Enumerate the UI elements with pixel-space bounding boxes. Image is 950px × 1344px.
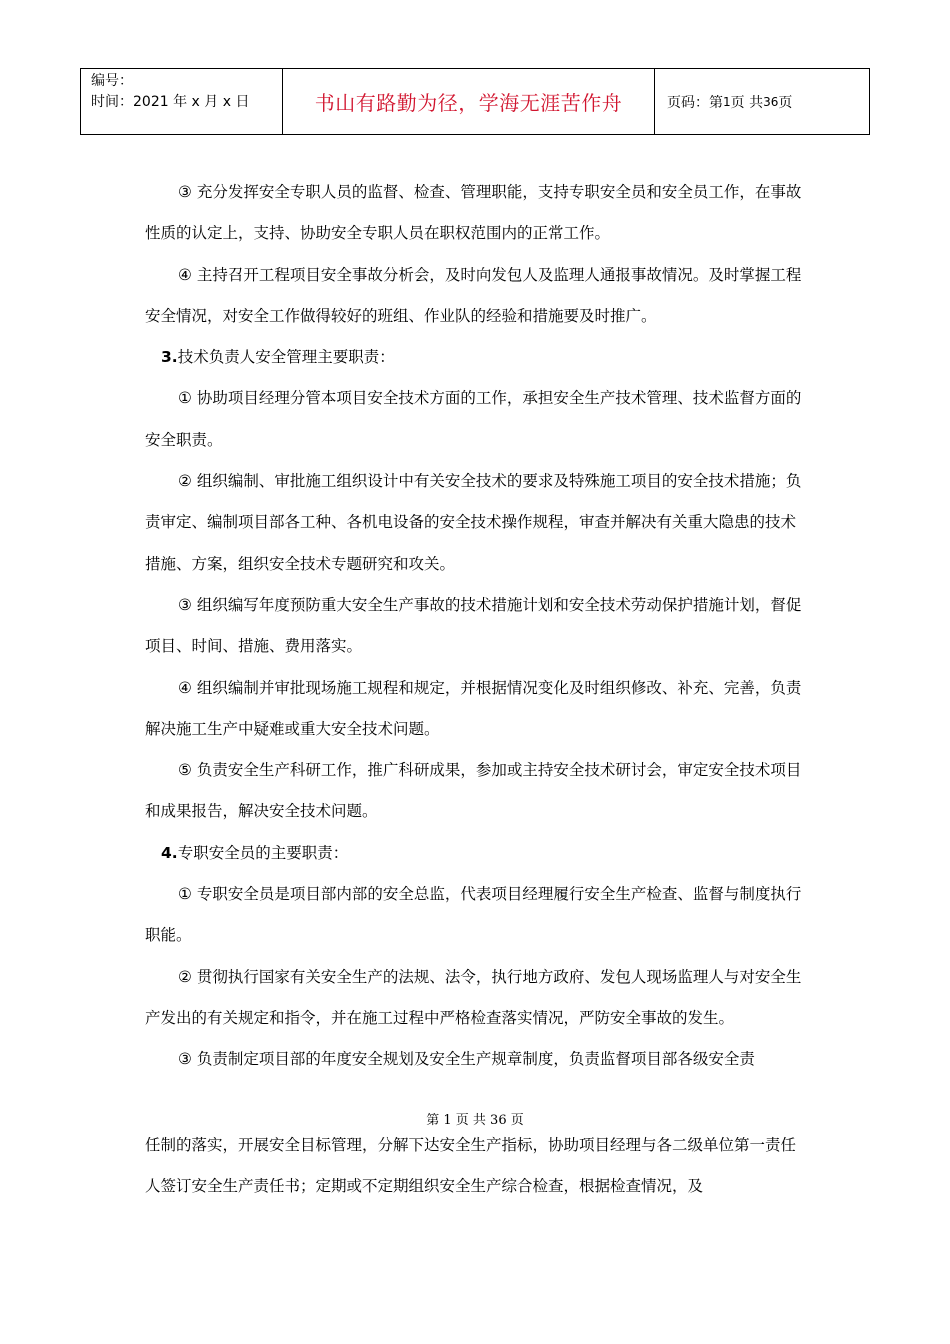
document-body bbox=[145, 172, 810, 1081]
heading-number: 4. bbox=[161, 843, 178, 862]
section-heading-4 bbox=[145, 833, 810, 874]
page-label-prefix: 页码：第 bbox=[667, 94, 723, 111]
paragraph: ③ 组织编写年度预防重大安全生产事故的技术措施计划和安全技术劳动保护措施计划，督促项目、时间、措施、费用落实。 bbox=[145, 595, 802, 656]
paragraph: ③ 负责制定项目部的年度安全规划及安全生产规章制度，负责监督项目部各级安全责 bbox=[178, 1050, 755, 1069]
page-footer: 第 1 页 共 36 页 bbox=[426, 1113, 524, 1128]
heading-number: 3. bbox=[161, 348, 178, 367]
page-label-suffix: 页 bbox=[778, 94, 793, 111]
paragraph: ⑤ 负责安全生产科研工作，推广科研成果，参加或主持安全技术研讨会，审定安全技术项目和成果报告，解决安全技术问题。 bbox=[145, 761, 802, 821]
page-current: 1 bbox=[723, 94, 731, 109]
heading-text: 技术负责人安全管理主要职责： bbox=[177, 348, 395, 367]
header-motto: 书山有路勤为径，学海无涯苦作舟 bbox=[283, 69, 655, 134]
header-meta-cell bbox=[81, 69, 283, 134]
heading-text: 专职安全员的主要职责： bbox=[177, 843, 349, 862]
paragraph: ② 组织编制、审批施工组织设计中有关安全技术的要求及特殊施工项目的安全技术措施；负责审定、编制项目部各工种、各机电设备的安全技术操作规程，审查并解决有关重大隐患的技术措施、方案，组织安全技术专题研究和攻关。 bbox=[145, 472, 802, 573]
document-time-label: 时间：2021 年 x 月 x 日 bbox=[91, 94, 250, 110]
paragraph: ② 贯彻执行国家有关安全生产的法规、法令，执行地方政府、发包人现场监理人与对安全生产发出的有关规定和指令，并在施工过程中严格检查落实情况，严防安全事故的发生。 bbox=[145, 967, 802, 1027]
paragraph-continuation: 任制的落实，开展安全目标管理，分解下达安全生产指标，协助项目经理与各二级单位第一责任人签订安全生产责任书；定期或不定期组织安全生产综合检查，根据检查情况，及 bbox=[145, 1136, 797, 1196]
page-total: 36 bbox=[763, 94, 779, 109]
paragraph: ④ 组织编制并审批现场施工规程和规定，并根据情况变化及时组织修改、补充、完善，负责解决施工生产中疑难或重大安全技术问题。 bbox=[145, 678, 802, 738]
paragraph: ① 协助项目经理分管本项目安全技术方面的工作，承担安全生产技术管理、技术监督方面的安全职责。 bbox=[145, 389, 802, 449]
document-header bbox=[80, 68, 870, 135]
header-page-info bbox=[655, 69, 869, 134]
document-number-label: 编号： bbox=[91, 73, 133, 89]
paragraph: ① 专职安全员是项目部内部的安全总监，代表项目经理履行安全生产检查、监督与制度执行职能。 bbox=[145, 885, 802, 945]
page-label-mid: 页 共 bbox=[730, 94, 764, 111]
section-heading-3 bbox=[145, 337, 810, 378]
paragraph: ④ 主持召开工程项目安全事故分析会，及时向发包人及监理人通报事故情况。及时掌握工程安全情况，对安全工作做得较好的班组、作业队的经验和措施要及时推广。 bbox=[145, 265, 802, 325]
continued-text bbox=[145, 1125, 810, 1208]
paragraph: ③ 充分发挥安全专职人员的监督、检查、管理职能，支持专职安全员和安全员工作，在事故性质的认定上，支持、协助安全专职人员在职权范围内的正常工作。 bbox=[145, 183, 802, 243]
